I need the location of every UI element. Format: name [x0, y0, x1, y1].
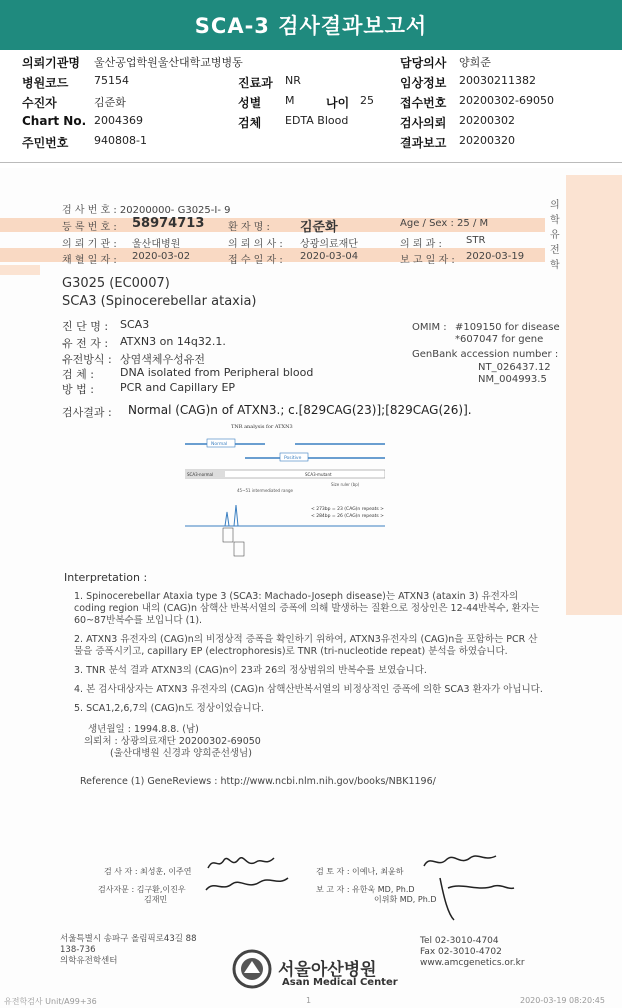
- specimen-label: 검체: [238, 116, 262, 130]
- interp-p4: 4. 본 검사대상자는 ATXN3 유전자의 (CAG)n 삼핵산반복서열의 비정상적인 증폭에 의한 SCA3 환자가 아닙니다.: [74, 684, 543, 695]
- tester-signature: [200, 850, 300, 900]
- band-right: [566, 175, 622, 615]
- scan-specimen-value: DNA isolated from Peripheral blood: [120, 366, 314, 379]
- right-region-label: SCA3-mutant: [305, 472, 332, 477]
- clinical-label: 임상정보: [400, 76, 447, 90]
- reg-value: 58974713: [132, 216, 205, 231]
- ann-1: < 273bp = 23 (CAG)n repeats >: [311, 507, 384, 512]
- vertical-note: 의학유전학: [550, 200, 560, 271]
- fax: Fax 02-3010-4702: [420, 947, 502, 957]
- id-value: 940808-1: [94, 134, 147, 147]
- band-left-tick: [0, 265, 40, 275]
- dept-value: NR: [285, 74, 301, 87]
- institution-value: 울산공업학원울산대학교병병동: [94, 56, 243, 69]
- tel: Tel 02-3010-4704: [420, 936, 499, 946]
- request-value: 20200302: [459, 114, 515, 127]
- test-code: G3025 (EC0007): [62, 276, 170, 291]
- hospital-code-value: 75154: [94, 74, 129, 87]
- divider: [0, 162, 622, 163]
- address-2: 138-736: [60, 945, 96, 955]
- tnr-figure: [185, 420, 385, 560]
- tester: 검 사 자 : 최성훈, 이주연: [104, 867, 192, 876]
- ann-2: < 284bp = 26 (CAG)n repeats >: [311, 514, 384, 519]
- interpretation: [64, 572, 544, 788]
- reporter: 보 고 자 : 유한욱 MD, Ph.D: [316, 885, 415, 894]
- hospital-code-label: 병원코드: [22, 76, 69, 90]
- test-name: SCA3 (Spinocerebellar ataxia): [62, 294, 257, 309]
- hospital-name-en: Asan Medical Center: [282, 977, 398, 988]
- test-no: 검 사 번 호 : 20200000- G3025-I- 9: [62, 205, 231, 216]
- scan-patient-value: 김준화: [300, 220, 338, 235]
- report-label: 결과보고: [400, 136, 447, 150]
- collect-value: 2020-03-02: [132, 251, 191, 262]
- doctor-label: 담당의사: [400, 56, 447, 70]
- receive-value: 2020-03-04: [300, 251, 359, 262]
- asan-logo-icon: [232, 949, 272, 989]
- range-label: 45~51 intermediated range: [237, 488, 293, 493]
- clinical-value: 20030211382: [459, 74, 536, 87]
- interp-p3: 3. TNR 분석 결과 ATXN3의 (CAG)n이 23과 26의 정상범위의 반복수를 보였습니다.: [74, 665, 427, 676]
- inst-label: 의 뢰 기 관 :: [62, 239, 117, 250]
- referrer: 의뢰처 : 상광의료재단 20200302-69050: [84, 736, 261, 747]
- scan-dept-value: STR: [466, 235, 486, 246]
- genbank-label: GenBank accession number :: [412, 349, 559, 360]
- advisor: 검사자문 : 김구환,이진우: [98, 885, 186, 894]
- interp-heading: Interpretation :: [64, 571, 148, 584]
- genbank-1: NT_026437.12: [478, 362, 551, 373]
- omim-2: *607047 for gene: [455, 334, 544, 345]
- reviewer: 검 토 자 : 이예나, 최윤하: [316, 867, 404, 876]
- doctor-value: 양희준: [459, 56, 491, 69]
- page-left: 유전학검사 Unit/A99+36: [4, 997, 97, 1006]
- size-ruler-label: Size ruler (bp): [331, 482, 360, 487]
- chart-label: Chart No.: [22, 114, 87, 128]
- reviewer-signature: [418, 848, 518, 924]
- patient-value: 김준화: [94, 96, 126, 109]
- footer-address: [60, 934, 196, 967]
- report-title: SCA-3 검사결과보고서: [0, 0, 622, 50]
- specimen-value: EDTA Blood: [285, 114, 349, 127]
- figure-title: TNR analysis for ATXN3: [231, 424, 293, 430]
- scan-patient-label: 환 자 명 :: [228, 222, 270, 233]
- scan-dept-label: 의 뢰 과 :: [400, 239, 442, 250]
- chart-value: 2004369: [94, 114, 143, 127]
- gene-value: ATXN3 on 14q32.1.: [120, 335, 226, 348]
- inherit-value: 상염색체우성유전: [120, 353, 206, 366]
- genbank-2: NM_004993.5: [478, 374, 547, 385]
- scan-doctor-value: 상광의료재단: [300, 239, 358, 250]
- positive-text: Positive: [284, 456, 302, 461]
- reg-label: 등 록 번 호 :: [62, 222, 117, 233]
- advisor-2: 김재민: [144, 895, 168, 904]
- hospital-name-kr: 서울아산병원: [278, 960, 377, 980]
- normal-text: Normal: [211, 442, 228, 447]
- age-label: 나이: [326, 96, 350, 110]
- result-value: Normal (CAG)n of ATXN3.; c.[829CAG(23)];[829CAG(26)].: [128, 403, 472, 417]
- receipt-label: 접수번호: [400, 96, 447, 110]
- sex-label: 성별: [238, 96, 262, 110]
- method-label: 방 법 :: [62, 383, 94, 396]
- page-right: 2020-03-19 08:20:45: [520, 996, 605, 1005]
- age-sex: Age / Sex : 25 / M: [400, 218, 489, 229]
- request-label: 검사의뢰: [400, 116, 447, 130]
- footer-contact: [420, 936, 525, 969]
- address-1: 서울특별시 송파구 올림픽로43길 88: [60, 934, 197, 944]
- receipt-value: 20200302-69050: [459, 94, 554, 107]
- left-region-label: SCA3-normal: [187, 472, 214, 477]
- dept-label: 진료과: [238, 76, 273, 90]
- receive-label: 접 수 일 자 :: [228, 255, 283, 266]
- gene-label: 유 전 자 :: [62, 337, 109, 350]
- patient-label: 수진자: [22, 96, 57, 110]
- report-value: 20200320: [459, 134, 515, 147]
- age-value: 25: [360, 94, 374, 107]
- omim-label: OMIM :: [412, 322, 447, 333]
- scan-doctor-label: 의 뢰 의 사 :: [228, 239, 283, 250]
- interp-p1: 1. Spinocerebellar Ataxia type 3 (SCA3: Machado-Joseph disease)는 ATXN3 (ataxin 3) 유전자의 coding region 내의 (CAG)n 삼핵산 반복서열의 증폭에 의해 발생하는 질환으로 정상인은 12-44반복수, 환자는 60~87반복수를 보입니다 (1).: [74, 591, 540, 626]
- center: 의학유전학센터: [60, 956, 118, 966]
- scan-report-label: 보 고 일 자 :: [400, 255, 455, 266]
- result-label: 검사결과 :: [62, 406, 112, 419]
- sex-value: M: [285, 94, 295, 107]
- inherit-label: 유전방식 :: [62, 353, 112, 366]
- collect-label: 채 혈 일 자 :: [62, 255, 117, 266]
- method-value: PCR and Capillary EP: [120, 381, 236, 394]
- birth: 생년월일 : 1994.8.8. (남): [88, 724, 199, 735]
- scan-specimen-label: 검 체 :: [62, 368, 94, 381]
- interp-p2: 2. ATXN3 유전자의 (CAG)n의 비정상적 증폭을 확인하기 위하여, ATXN3유전자의 (CAG)n을 포함하는 PCR 산물을 증폭시키고, capillary EP (electrophoresis)로 TNR (tri-nucleotide repeat) 분석을 하였습니다.: [74, 634, 538, 657]
- inst-value: 울산대병원: [132, 239, 181, 250]
- referrer-2: (울산대병원 신경과 양희준선생님): [110, 748, 252, 759]
- id-label: 주민번호: [22, 136, 69, 150]
- dx-value: SCA3: [120, 318, 150, 331]
- institution-label: 의뢰기관명: [22, 56, 80, 70]
- peak-box-2: [234, 542, 244, 556]
- interp-p5: 5. SCA1,2,6,7의 (CAG)n도 정상이었습니다.: [74, 703, 264, 714]
- page-num: 1: [306, 996, 312, 1005]
- reporter-2: 이위화 MD, Ph.D: [374, 895, 437, 904]
- dx-label: 진 단 명 :: [62, 320, 109, 333]
- scan-report-value: 2020-03-19: [466, 251, 525, 262]
- peak-box-1: [223, 528, 233, 542]
- peak-trace: [225, 505, 238, 526]
- reference: Reference (1) GeneReviews : http://www.ncbi.nlm.nih.gov/books/NBK1196/: [80, 776, 436, 787]
- omim-1: #109150 for disease: [455, 322, 560, 333]
- web: www.amcgenetics.or.kr: [420, 958, 525, 968]
